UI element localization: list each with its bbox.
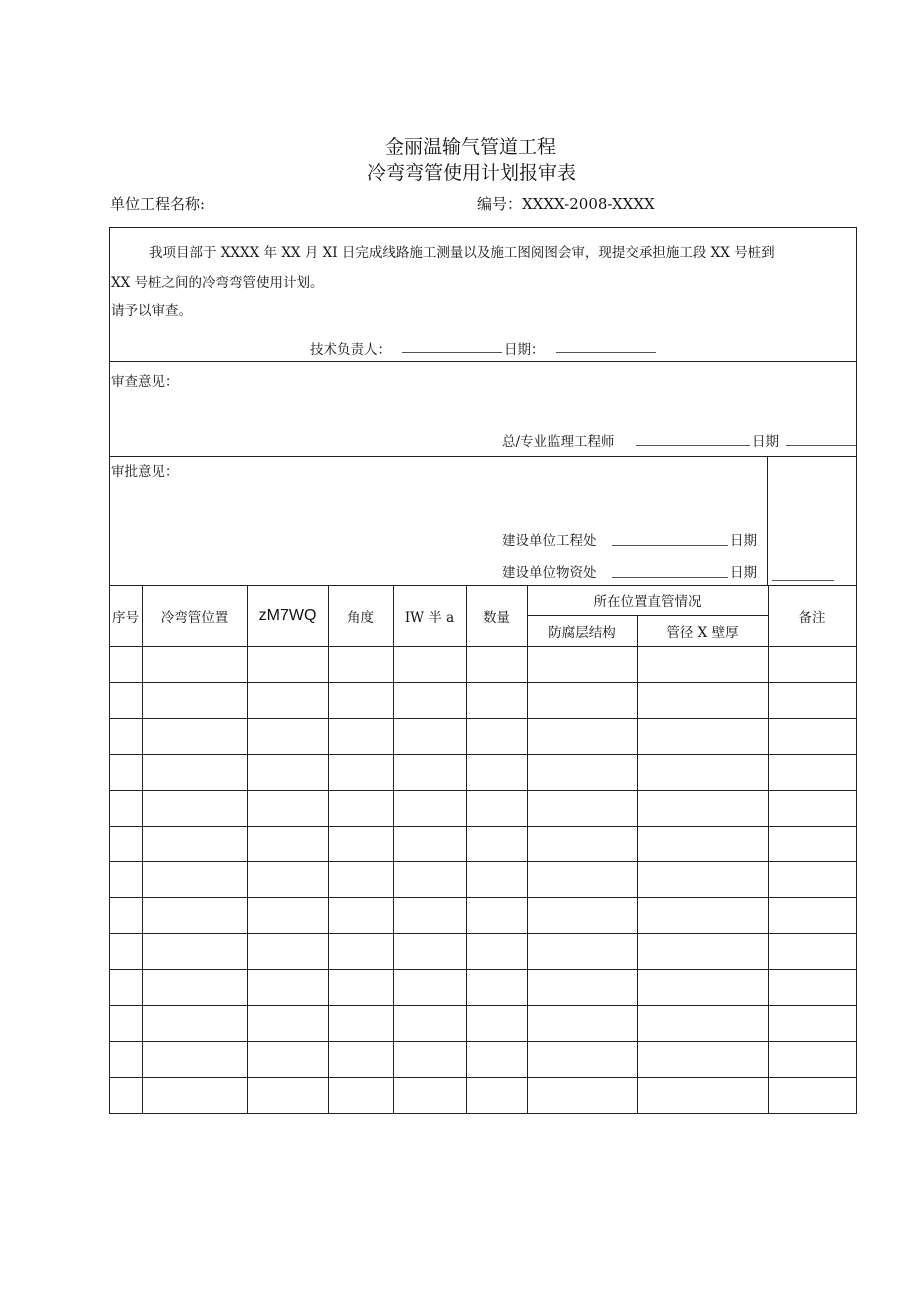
- unit-name-label: 单位工程名称:: [110, 195, 206, 213]
- table-row-line: [109, 1113, 857, 1114]
- table-row[interactable]: [110, 647, 856, 682]
- frame-right: [856, 227, 857, 1113]
- col-header-quantity: 数量: [483, 609, 510, 626]
- table-row[interactable]: [110, 683, 856, 718]
- col-header-radius: IW 半 a: [404, 609, 455, 626]
- page-title-line1: 金丽温输气管道工程: [385, 136, 557, 158]
- construction-dept-date-label: 日期: [730, 533, 757, 549]
- frame-top: [109, 227, 857, 228]
- materials-dept-signature-line[interactable]: [612, 577, 728, 578]
- table-row[interactable]: [110, 862, 856, 897]
- construction-dept-label: 建设单位工程处: [502, 533, 597, 549]
- group-header-divider: [527, 615, 768, 616]
- table-row[interactable]: [110, 970, 856, 1005]
- materials-dept-date-line[interactable]: [772, 580, 834, 581]
- supervisor-date-label: 日期: [752, 434, 779, 450]
- review-opinion-label: 审查意见：: [111, 374, 179, 390]
- tech-lead-label: 技术负责人：: [310, 342, 391, 358]
- materials-dept-label: 建设单位物资处: [502, 565, 597, 581]
- supervisor-label: 总/专业监理工程师: [502, 434, 615, 450]
- construction-dept-signature-line[interactable]: [612, 545, 728, 546]
- col-header-coating: 防腐层结构: [548, 625, 616, 641]
- table-row[interactable]: [110, 934, 856, 969]
- approval-side-divider: [767, 456, 768, 585]
- table-row[interactable]: [110, 898, 856, 933]
- col-header-diameter: 管径 X 壁厚: [666, 625, 739, 641]
- application-text-line3: 请予以审查。: [111, 303, 192, 319]
- table-row[interactable]: [110, 827, 856, 862]
- table-row[interactable]: [110, 755, 856, 790]
- document-number: 编号：XXXX-2008-XXXX: [477, 195, 655, 213]
- table-row[interactable]: [110, 1042, 856, 1077]
- col-header-zm7wq: zM7WQ: [258, 606, 317, 624]
- tech-lead-date-label: 日期：: [504, 342, 545, 358]
- application-text-line1: 我项目部于 XXXX 年 XX 月 XI 日完成线路施工测量以及施工图阅图会审，现提交承担施工段 XX 号桩到: [149, 245, 775, 261]
- section-divider-1: [109, 361, 857, 362]
- page-title-line2: 冷弯弯管使用计划报审表: [367, 162, 577, 184]
- tech-lead-date-line[interactable]: [556, 352, 656, 353]
- application-text-line2: XX 号桩之间的冷弯弯管使用计划。: [111, 275, 324, 291]
- col-header-seq: 序号: [112, 609, 139, 626]
- col-header-remark: 备注: [798, 609, 826, 626]
- table-row[interactable]: [110, 719, 856, 754]
- supervisor-signature-line[interactable]: [636, 445, 750, 446]
- table-row[interactable]: [110, 1006, 856, 1041]
- supervisor-date-line[interactable]: [786, 445, 856, 446]
- table-row[interactable]: [110, 1078, 856, 1113]
- materials-dept-date-label: 日期: [730, 565, 757, 581]
- col-header-angle: 角度: [347, 609, 374, 626]
- col-header-position: 冷弯管位置: [160, 609, 229, 626]
- section-divider-2: [109, 456, 857, 457]
- approval-opinion-label: 审批意见：: [111, 464, 179, 480]
- tech-lead-signature-line[interactable]: [402, 352, 502, 353]
- col-header-straight-pipe-group: 所在位置直管情况: [593, 594, 702, 610]
- table-row[interactable]: [110, 791, 856, 826]
